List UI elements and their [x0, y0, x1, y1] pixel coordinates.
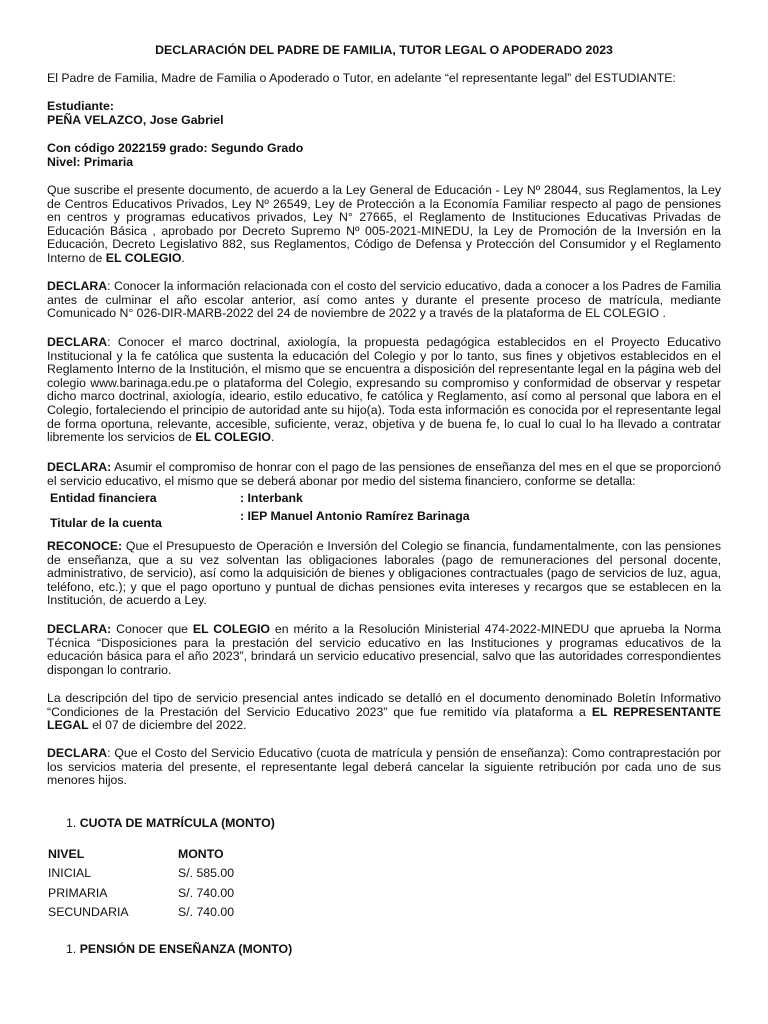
declara-label: DECLARA:: [47, 460, 112, 474]
table-header-cell: NIVEL: [48, 846, 85, 861]
el-colegio-bold: EL COLEGIO: [192, 622, 270, 636]
bank-label: Entidad financiera: [50, 491, 157, 505]
table-cell: S/. 585.00: [178, 866, 235, 881]
section-number: 1.: [66, 942, 77, 956]
table-row: [48, 884, 234, 904]
reconoce-text: Que el Presupuesto de Operación e Inversión del Colegio se financia, fundamentalmente, con las pensiones de enseñanza, que a su vez solventan las obligaciones laborales (pago de remuneraciones del personal docente, administrativo, de servicio), así como la adquisición de bienes y obligaciones contractuales (pago de servicios de luz, agua, teléfono, etc.); y que el pago oportuno y puntual de dichas pensiones evita intereses y recargos que se establecen en la Institución, de acuerdo a Ley.: [47, 539, 721, 608]
bank-value: : Interbank: [240, 491, 303, 505]
declara-paragraph-3: [47, 461, 721, 488]
section-2-heading: [66, 943, 292, 957]
el-colegio-bold: EL COLEGIO: [105, 250, 182, 265]
service-description-text-b: el 07 de diciembre del 2022.: [88, 718, 247, 733]
reconoce-label: RECONOCE:: [47, 539, 123, 553]
legal-basis-end: .: [181, 250, 185, 265]
declara-text-3: Asumir el compromiso de honrar con el pago de las pensiones de enseñanza del mes en el que se proporcionó el servicio educativo, el mismo que se deberá abonar por medio del sistema financiero, conforme se detalla:: [47, 460, 721, 488]
section-1-heading: [66, 817, 275, 831]
declara-label: DECLARA: [47, 746, 108, 760]
table-cell: SECUNDARIA: [48, 905, 129, 920]
account-holder-value: : IEP Manuel Antonio Ramírez Barinaga: [240, 509, 470, 523]
service-description-paragraph: [47, 692, 721, 733]
document-title: DECLARACIÓN DEL PADRE DE FAMILIA, TUTOR LEGAL O APODERADO 2023: [155, 43, 613, 57]
table-cell: PRIMARIA: [48, 885, 108, 900]
declara-paragraph-2: [47, 336, 721, 445]
legal-basis-text: Que suscribe el presente documento, de acuerdo a la Ley General de Educación - Ley Nº 28044, sus Reglamentos, la Ley de Centros Educativos Privados, Ley Nº 26549, Ley de Protección a la Economía Familiar respecto al pago de pensiones en centros y programas educativos privados, Ley N° 27665, el Reglamento de Instituciones Educativas Privadas de Educación Básica , aprobado por Decreto Supremo Nº 005-2021-MINEDU, la Ley de Promoción de la Inversión en la Educación, Decreto Legislativo 882, sus Reglamentos, Código de Defensa y Protección del Consumidor y el Reglamento Interno de: [47, 183, 721, 265]
declara-end-2: .: [270, 430, 275, 445]
table-header-row: [48, 845, 234, 865]
table-cell: INICIAL: [48, 866, 92, 881]
declara-text-4b: en mérito a la Resolución Ministerial 474-2022-MINEDU que aprueba la Norma Técnica “Disposiciones para la prestación del servicio educativo en las Instituciones y programas educativos de la educación básica para el año 2023”, brindará un servicio educativo presencial, salvo que las autoridades correspondientes dispongan lo contrario.: [47, 622, 721, 677]
declara-label: DECLARA: [47, 279, 108, 293]
reconoce-paragraph: [47, 540, 721, 608]
legal-basis-paragraph: [47, 184, 721, 266]
section-title: CUOTA DE MATRÍCULA (MONTO): [79, 816, 275, 830]
declara-text-1: : Conocer la información relacionada con el costo del servicio educativo, dada a conocer a los Padres de Familia antes de culminar el año escolar anterior, así como antes y durante el presente proceso de matrícula, mediante Comunicado N° 026-DIR-MARB-2022 del 24 de noviembre de 2022 y a través de la plataforma de EL COLEGIO .: [47, 279, 721, 321]
el-representante-legal-bold: EL REPRESENTANTE LEGAL: [47, 704, 722, 733]
intro-paragraph: El Padre de Familia, Madre de Familia o Apoderado o Tutor, en adelante “el representante legal” del ESTUDIANTE:: [47, 71, 676, 85]
declara-label: DECLARA:: [47, 622, 112, 636]
declara-paragraph-1: [47, 280, 721, 321]
student-name: PEÑA VELAZCO, Jose Gabriel: [47, 113, 224, 127]
table-header-cell: MONTO: [178, 846, 224, 861]
table-row: [48, 904, 234, 924]
student-label: Estudiante:: [47, 99, 114, 113]
declara-text-4a: Conocer que: [111, 622, 193, 636]
account-holder-label: Titular de la cuenta: [50, 516, 162, 530]
service-description-text-a: La descripción del tipo de servicio presencial antes indicado se detalló en el documento denominado Boletín Informativo “Condiciones de la Prestación del Servicio Educativo 2023” que fue remitido vía plataforma a: [47, 691, 721, 719]
enrollment-fee-table: [48, 845, 234, 923]
el-colegio-bold: EL COLEGIO: [195, 430, 271, 445]
table-row: [48, 865, 234, 885]
declara-text-2: : Conocer el marco doctrinal, axiología, la propuesta pedagógica establecidos en el Proyecto Educativo Institucional y la fe católica que sustenta la educación del Colegio y por lo tanto, sus fines y objetivos establecidos en el Reglamento Interno de la Institución, el mismo que se encuentra a disposición del representante legal en la página web del colegio www.barinaga.edu.pe o plataforma del Colegio, expresando su compromiso y conformidad de observar y respetar dicho marco doctrinal, axiología, ideario, estilo educativo, fe católica y Reglamento, así como al personal que labora en el Colegio, fortaleciendo el principio de autoridad ante su hijo(a). Toda esta información es conocida por el representante legal de forma oportuna, relevante, accesible, suficiente, veraz, objetiva y de buena fe, lo cual lo cual lo ha llevado a contratar libremente los servicios de: [47, 335, 721, 445]
section-title: PENSIÓN DE ENSEÑANZA (MONTO): [79, 942, 293, 956]
declara-paragraph-5: [47, 747, 721, 788]
section-number: 1.: [66, 816, 77, 830]
declara-paragraph-4: [47, 623, 721, 677]
table-cell: S/. 740.00: [178, 885, 235, 900]
student-code-grade: Con código 2022159 grado: Segundo Grado: [47, 141, 304, 155]
declara-label: DECLARA: [47, 335, 108, 349]
declara-text-5: : Que el Costo del Servicio Educativo (cuota de matrícula y pensión de enseñanza): Como contraprestación por los servicios materia del presente, el representante legal deberá cancelar la siguiente retribución por cada uno de sus menores hijos.: [47, 746, 721, 788]
table-cell: S/. 740.00: [178, 905, 235, 920]
student-level: Nivel: Primaria: [47, 155, 134, 169]
